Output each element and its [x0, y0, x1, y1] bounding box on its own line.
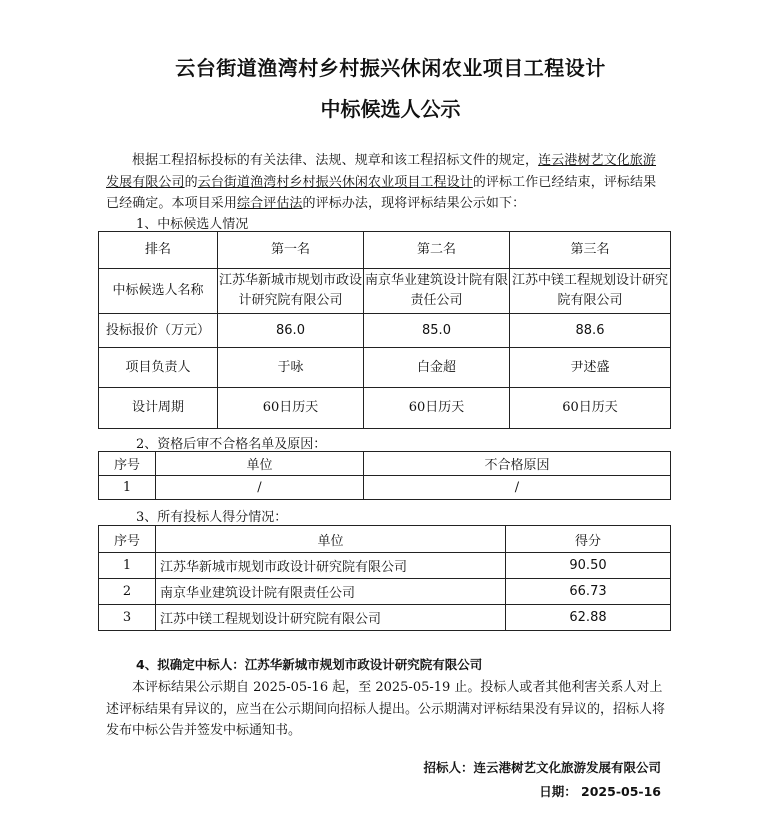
- header-unit: 单位: [156, 526, 506, 553]
- period-cell: 60日历天: [510, 388, 671, 429]
- score-cell: 62.88: [506, 605, 671, 631]
- table-row: [99, 579, 671, 605]
- intro-text-4: 的评标办法，现将评标结果公示如下：: [302, 196, 526, 211]
- table-row: [99, 605, 671, 631]
- unit-cell: 江苏中镁工程规划设计研究院有限公司: [156, 605, 506, 631]
- reason-cell: /: [364, 476, 671, 500]
- table-row: [99, 388, 671, 429]
- section3-heading: 3、所有投标人得分情况：: [136, 510, 288, 525]
- table-row: [99, 269, 671, 314]
- table-row: [99, 452, 671, 476]
- unit-cell: 南京华业建筑设计院有限责任公司: [156, 579, 506, 605]
- header-reason: 不合格原因: [364, 452, 671, 476]
- price-cell: 85.0: [364, 314, 510, 348]
- signer-line: 招标人：连云港树艺文化旅游发展有限公司: [423, 760, 661, 775]
- table-row: [99, 348, 671, 388]
- row-header-period: 设计周期: [99, 388, 218, 429]
- intro-paragraph: [106, 150, 666, 215]
- row-header-rank: 排名: [99, 232, 218, 269]
- no-cell: 1: [99, 476, 156, 500]
- intro-method: 综合评估法: [237, 196, 303, 211]
- intro-text-2: 的: [184, 174, 198, 190]
- leader-cell: 于咏: [218, 348, 364, 388]
- period-cell: 60日历天: [218, 388, 364, 429]
- intro-project: 云台街道渔湾村乡村振兴休闲农业项目工程设计: [197, 174, 473, 190]
- price-cell: 88.6: [510, 314, 671, 348]
- table-row: [99, 553, 671, 579]
- section4-heading: 4、拟确定中标人：江苏华新城市规划市政设计研究院有限公司: [136, 657, 483, 672]
- intro-text-3: 的评标工作已经结束，评标结果已经确定。本项目采用: [106, 174, 657, 211]
- candidate-name-cell: 江苏中镁工程规划设计研究院有限公司: [510, 269, 671, 314]
- section1-heading: 1、中标候选人情况: [136, 217, 249, 232]
- leader-cell: 白金超: [364, 348, 510, 388]
- table-row: [99, 526, 671, 553]
- score-cell: 66.73: [506, 579, 671, 605]
- header-score: 得分: [506, 526, 671, 553]
- rank-cell: 第二名: [364, 232, 510, 269]
- table-row: [99, 232, 671, 269]
- candidates-table: [98, 231, 671, 429]
- table-row: [99, 476, 671, 500]
- header-no: 序号: [99, 452, 156, 476]
- period-cell: 60日历天: [364, 388, 510, 429]
- intro-text-1: 根据工程招标投标的有关法律、法规、规章和该工程招标文件的规定，: [132, 153, 539, 168]
- no-cell: 1: [99, 553, 156, 579]
- row-header-price: 投标报价（万元）: [99, 314, 218, 348]
- row-header-leader: 项目负责人: [99, 348, 218, 388]
- date-line: 日期： 2025-05-16: [539, 784, 661, 799]
- rank-cell: 第一名: [218, 232, 364, 269]
- scores-table: [98, 525, 671, 631]
- disqualified-table: [98, 451, 671, 500]
- notice-text: 本评标结果公示期自 2025-05-16 起，至 2025-05-19 止。投标人或者其他利害关系人对上述评标结果有异议的，应当在公示期间向招标人提出。公示期满对评标结果没有异议的，招标人将发布中标公告并签发中标通知书。: [106, 680, 666, 738]
- price-cell: 86.0: [218, 314, 364, 348]
- document-subtitle: 中标候选人公示: [320, 97, 461, 121]
- leader-cell: 尹述盛: [510, 348, 671, 388]
- unit-cell: 江苏华新城市规划市政设计研究院有限公司: [156, 553, 506, 579]
- header-unit: 单位: [156, 452, 364, 476]
- table-row: [99, 314, 671, 348]
- rank-cell: 第三名: [510, 232, 671, 269]
- section2-heading: 2、资格后审不合格名单及原因：: [136, 437, 327, 452]
- score-cell: 90.50: [506, 553, 671, 579]
- candidate-name-cell: 江苏华新城市规划市政设计研究院有限公司: [218, 269, 364, 314]
- document-title: 云台街道渔湾村乡村振兴休闲农业项目工程设计: [175, 56, 606, 80]
- candidate-name-cell: 南京华业建筑设计院有限责任公司: [364, 269, 510, 314]
- header-no: 序号: [99, 526, 156, 553]
- row-header-name: 中标候选人名称: [99, 269, 218, 314]
- no-cell: 3: [99, 605, 156, 631]
- unit-cell: /: [156, 476, 364, 500]
- intro-tenderer: 连云港树艺文化旅游发展有限公司: [106, 153, 657, 190]
- notice-paragraph: [106, 677, 666, 742]
- no-cell: 2: [99, 579, 156, 605]
